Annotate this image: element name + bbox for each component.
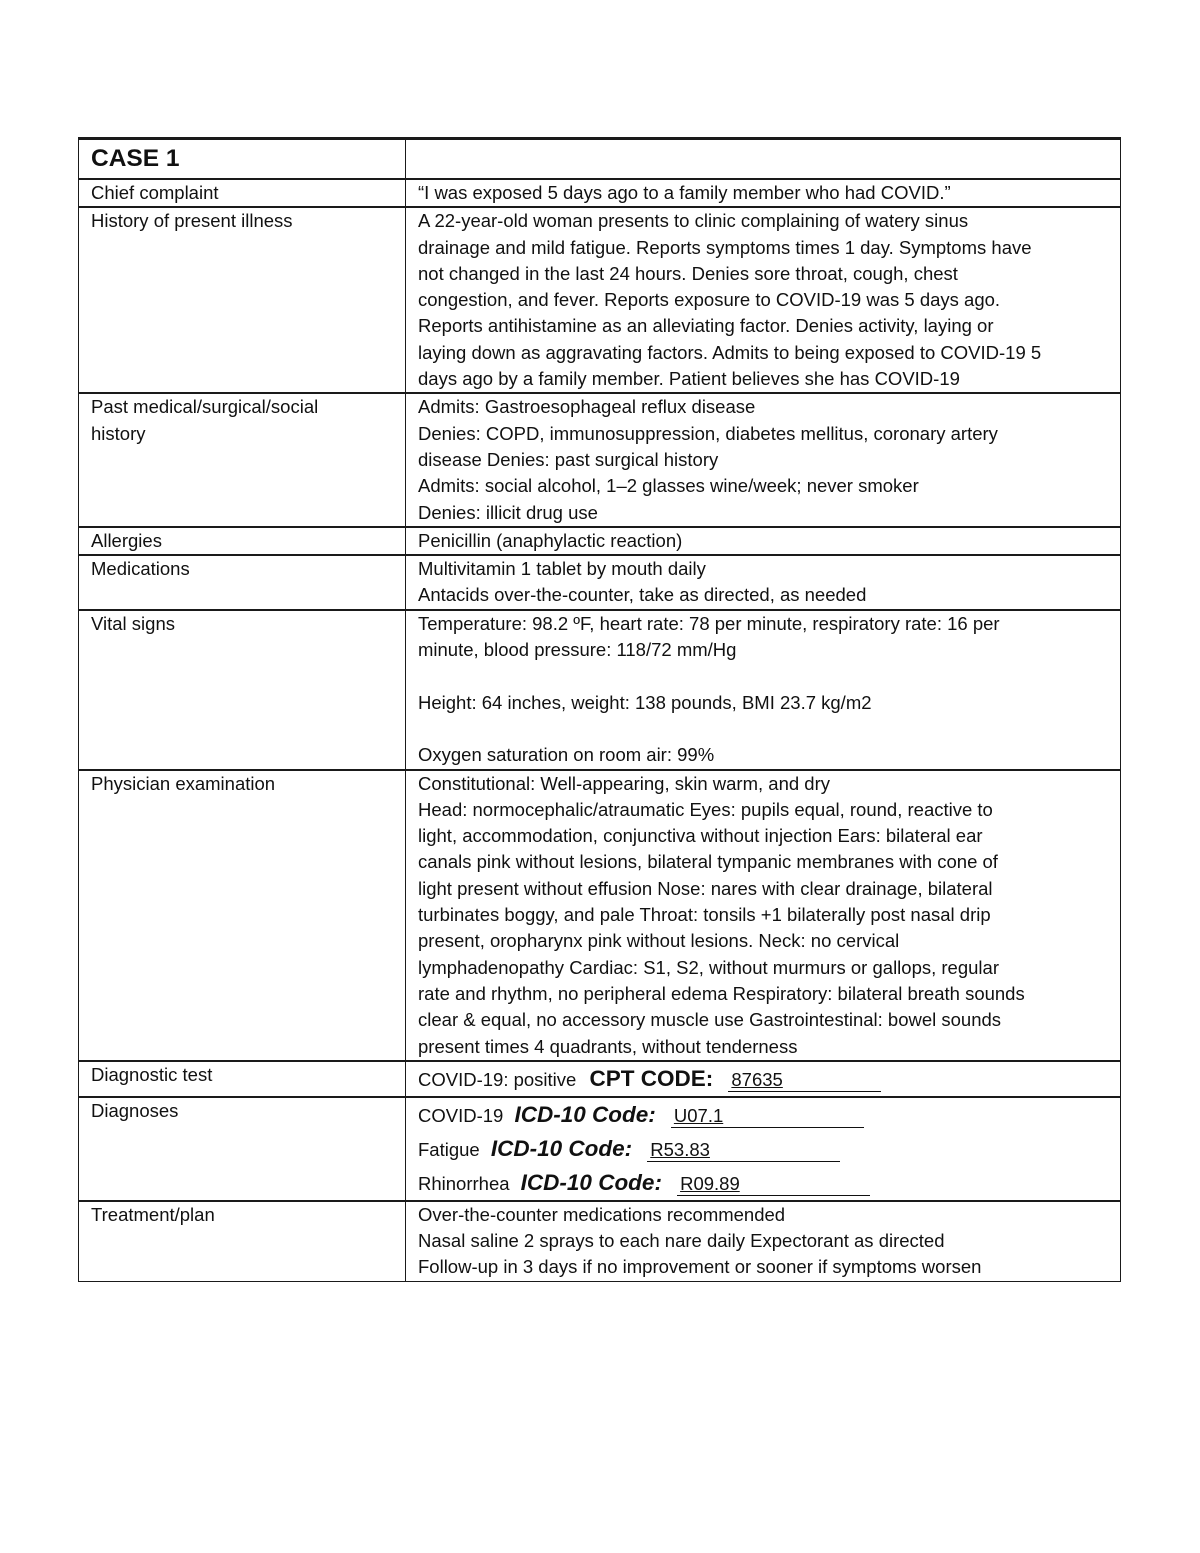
medications-label: Medications bbox=[79, 555, 406, 610]
medication-line: Multivitamin 1 tablet by mouth daily bbox=[418, 558, 706, 580]
allergies-label: Allergies bbox=[79, 527, 406, 555]
vitals-label: Vital signs bbox=[79, 610, 406, 770]
chief-complaint-label: Chief complaint bbox=[79, 179, 406, 207]
case-title: CASE 1 bbox=[91, 145, 180, 172]
exam-line: Constitutional: Well-appearing, skin warm, and dry bbox=[418, 772, 830, 794]
icd-code-value: U07.1 bbox=[671, 1105, 864, 1128]
pmh-label-line: history bbox=[91, 422, 146, 444]
row-exam bbox=[79, 770, 1121, 1061]
hpi-line: drainage and mild fatigue. Reports symptoms times 1 day. Symptoms have bbox=[418, 236, 1032, 258]
diagnostic-test: COVID-19: positive bbox=[418, 1068, 577, 1090]
icd-code-label: ICD-10 Code: bbox=[514, 1101, 656, 1127]
exam-line: present, oropharynx pink without lesions. Neck: no cervical bbox=[418, 930, 900, 952]
exam-line: light present without effusion Nose: nares with clear drainage, bilateral bbox=[418, 877, 993, 899]
plan-line: Nasal saline 2 sprays to each nare daily Expectorant as directed bbox=[418, 1230, 945, 1252]
title-cell bbox=[79, 139, 406, 180]
vitals-value bbox=[406, 610, 1121, 770]
pmh-line: Admits: social alcohol, 1–2 glasses wine/week; never smoker bbox=[418, 475, 919, 497]
diagnoses-label: Diagnoses bbox=[79, 1097, 406, 1201]
row-chief-complaint bbox=[79, 179, 1121, 207]
hpi-line: A 22-year-old woman presents to clinic complaining of watery sinus bbox=[418, 210, 969, 232]
diagnostic-value bbox=[406, 1061, 1121, 1097]
diagnosis-item bbox=[418, 1132, 1110, 1166]
exam-line: light, accommodation, conjunctiva without injection Ears: bilateral ear bbox=[418, 825, 983, 847]
pmh-line: Denies: illicit drug use bbox=[418, 501, 598, 523]
pmh-line: disease Denies: past surgical history bbox=[418, 448, 719, 470]
title-row bbox=[79, 139, 1121, 180]
exam-line: turbinates boggy, and pale Throat: tonsils +1 bilaterally post nasal drip bbox=[418, 904, 991, 926]
diagnosis-name: COVID-19 bbox=[418, 1104, 504, 1126]
medications-value bbox=[406, 555, 1121, 610]
hpi-line: Reports antihistamine as an alleviating factor. Denies activity, laying or bbox=[418, 315, 994, 337]
allergies-value: Penicillin (anaphylactic reaction) bbox=[406, 527, 1121, 555]
hpi-line: congestion, and fever. Reports exposure to COVID-19 was 5 days ago. bbox=[418, 289, 1001, 311]
icd-code-label: ICD-10 Code: bbox=[490, 1135, 633, 1161]
vitals-spacer bbox=[418, 663, 1110, 689]
icd-code-value: R53.83 bbox=[647, 1139, 840, 1162]
exam-value bbox=[406, 770, 1121, 1061]
pmh-value bbox=[406, 393, 1121, 526]
row-hpi bbox=[79, 207, 1121, 393]
vitals-spacer bbox=[418, 716, 1110, 742]
exam-line: present times 4 quadrants, without tenderness bbox=[418, 1035, 798, 1057]
vitals-line: Oxygen saturation on room air: 99% bbox=[418, 744, 715, 766]
hpi-label: History of present illness bbox=[79, 207, 406, 393]
exam-line: Head: normocephalic/atraumatic Eyes: pupils equal, round, reactive to bbox=[418, 798, 993, 820]
row-vitals bbox=[79, 610, 1121, 770]
exam-line: clear & equal, no accessory muscle use Gastrointestinal: bowel sounds bbox=[418, 1009, 1002, 1031]
row-allergies bbox=[79, 527, 1121, 555]
exam-line: lymphadenopathy Cardiac: S1, S2, without murmurs or gallops, regular bbox=[418, 956, 999, 978]
exam-line: rate and rhythm, no peripheral edema Respiratory: bilateral breath sounds bbox=[418, 982, 1025, 1004]
plan-value bbox=[406, 1201, 1121, 1281]
hpi-line: days ago by a family member. Patient believes she has COVID-19 bbox=[418, 368, 960, 390]
medication-line: Antacids over-the-counter, take as directed, as needed bbox=[418, 584, 867, 606]
pmh-label-line: Past medical/surgical/social bbox=[91, 396, 319, 418]
title-empty-cell bbox=[406, 139, 1121, 180]
cpt-code-value: 87635 bbox=[728, 1069, 881, 1092]
vitals-line: Temperature: 98.2 ºF, heart rate: 78 per minute, respiratory rate: 16 per bbox=[418, 612, 1000, 634]
hpi-line: laying down as aggravating factors. Admits to being exposed to COVID-19 5 bbox=[418, 341, 1042, 363]
chief-complaint-value: “I was exposed 5 days ago to a family member who had COVID.” bbox=[406, 179, 1121, 207]
plan-label: Treatment/plan bbox=[79, 1201, 406, 1281]
diagnosis-name: Rhinorrhea bbox=[418, 1172, 510, 1194]
diagnosis-name: Fatigue bbox=[418, 1138, 480, 1160]
case-table bbox=[78, 137, 1121, 1282]
icd-code-value: R09.89 bbox=[677, 1173, 870, 1196]
exam-label: Physician examination bbox=[79, 770, 406, 1061]
plan-line: Over-the-counter medications recommended bbox=[418, 1203, 786, 1225]
pmh-line: Admits: Gastroesophageal reflux disease bbox=[418, 396, 756, 418]
row-medications bbox=[79, 555, 1121, 610]
diagnosis-item bbox=[418, 1166, 1110, 1200]
diagnosis-item bbox=[418, 1098, 1110, 1132]
pmh-line: Denies: COPD, immunosuppression, diabetes mellitus, coronary artery bbox=[418, 422, 998, 444]
row-diagnoses bbox=[79, 1097, 1121, 1201]
hpi-value bbox=[406, 207, 1121, 393]
exam-line: canals pink without lesions, bilateral tympanic membranes with cone of bbox=[418, 851, 998, 873]
vitals-line: minute, blood pressure: 118/72 mm/Hg bbox=[418, 639, 737, 661]
hpi-line: not changed in the last 24 hours. Denies sore throat, cough, chest bbox=[418, 262, 958, 284]
cpt-code-label: CPT CODE: bbox=[589, 1065, 714, 1091]
icd-code-label: ICD-10 Code: bbox=[520, 1169, 662, 1195]
diagnostic-line bbox=[418, 1062, 1110, 1096]
plan-line: Follow-up in 3 days if no improvement or sooner if symptoms worsen bbox=[418, 1256, 982, 1278]
pmh-label bbox=[79, 393, 406, 526]
diagnoses-value bbox=[406, 1097, 1121, 1201]
vitals-line: Height: 64 inches, weight: 138 pounds, BMI 23.7 kg/m2 bbox=[418, 691, 872, 713]
row-diagnostic bbox=[79, 1061, 1121, 1097]
diagnostic-label: Diagnostic test bbox=[79, 1061, 406, 1097]
row-plan bbox=[79, 1201, 1121, 1281]
row-pmh bbox=[79, 393, 1121, 526]
